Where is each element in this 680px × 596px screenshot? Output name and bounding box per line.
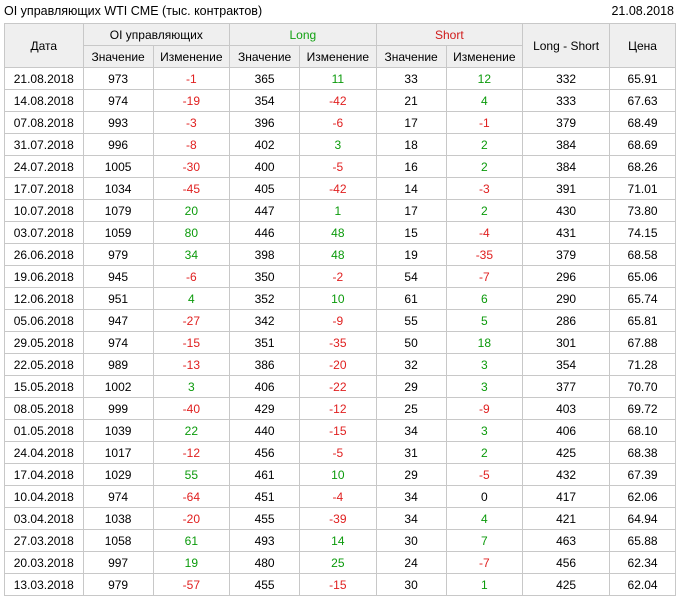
column-header-long-value[interactable]: Значение (230, 46, 300, 68)
table-body (5, 68, 676, 596)
table-row (5, 310, 676, 332)
cell-short-change: 1 (446, 574, 522, 596)
cell-long-value: 493 (230, 530, 300, 552)
cell-long-short: 463 (523, 530, 610, 552)
cell-oi-value: 1038 (83, 508, 153, 530)
table-row (5, 376, 676, 398)
table-row (5, 134, 676, 156)
cell-date: 27.03.2018 (5, 530, 84, 552)
cell-long-short: 432 (523, 464, 610, 486)
column-header-oi-change[interactable]: Изменение (153, 46, 229, 68)
cell-price: 65.81 (610, 310, 676, 332)
table-row (5, 200, 676, 222)
cell-oi-value: 951 (83, 288, 153, 310)
cell-oi-value: 999 (83, 398, 153, 420)
cell-long-change: 11 (300, 68, 376, 90)
cell-oi-change: -30 (153, 156, 229, 178)
cell-oi-value: 979 (83, 574, 153, 596)
table-row (5, 420, 676, 442)
cell-short-change: -35 (446, 244, 522, 266)
cell-long-short: 286 (523, 310, 610, 332)
cell-oi-change: -20 (153, 508, 229, 530)
cell-date: 17.04.2018 (5, 464, 84, 486)
cell-long-change: 10 (300, 464, 376, 486)
cell-long-value: 429 (230, 398, 300, 420)
table-row (5, 398, 676, 420)
table-row (5, 530, 676, 552)
cell-short-change: 3 (446, 354, 522, 376)
cell-price: 74.15 (610, 222, 676, 244)
cell-short-change: 6 (446, 288, 522, 310)
cell-oi-value: 1002 (83, 376, 153, 398)
cell-short-change: 5 (446, 310, 522, 332)
cell-long-value: 342 (230, 310, 300, 332)
cell-long-short: 391 (523, 178, 610, 200)
cell-oi-change: 19 (153, 552, 229, 574)
cell-short-change: -1 (446, 112, 522, 134)
cell-long-change: -5 (300, 156, 376, 178)
cell-price: 62.04 (610, 574, 676, 596)
cell-long-change: 25 (300, 552, 376, 574)
cell-price: 67.39 (610, 464, 676, 486)
cell-oi-value: 1079 (83, 200, 153, 222)
report-date: 21.08.2018 (611, 4, 674, 18)
cell-price: 67.63 (610, 90, 676, 112)
column-group-header-long: Long (230, 24, 377, 46)
column-header-short-change[interactable]: Изменение (446, 46, 522, 68)
table-row (5, 574, 676, 596)
cell-long-short: 430 (523, 200, 610, 222)
page-title: OI управляющих WTI CME (тыс. контрактов) (4, 4, 263, 18)
cell-long-value: 461 (230, 464, 300, 486)
cell-oi-change: 22 (153, 420, 229, 442)
table-row (5, 90, 676, 112)
cell-short-value: 16 (376, 156, 446, 178)
cell-long-short: 417 (523, 486, 610, 508)
cell-oi-change: -40 (153, 398, 229, 420)
cell-date: 24.04.2018 (5, 442, 84, 464)
cell-date: 22.05.2018 (5, 354, 84, 376)
cell-oi-value: 1058 (83, 530, 153, 552)
cell-long-value: 396 (230, 112, 300, 134)
cell-date: 12.06.2018 (5, 288, 84, 310)
cell-long-short: 421 (523, 508, 610, 530)
cell-oi-value: 973 (83, 68, 153, 90)
cell-long-short: 333 (523, 90, 610, 112)
cell-long-value: 446 (230, 222, 300, 244)
cell-oi-value: 1005 (83, 156, 153, 178)
cell-short-change: 2 (446, 156, 522, 178)
cell-short-value: 25 (376, 398, 446, 420)
cell-date: 14.08.2018 (5, 90, 84, 112)
cell-oi-value: 997 (83, 552, 153, 574)
cell-price: 65.91 (610, 68, 676, 90)
cell-long-short: 456 (523, 552, 610, 574)
cell-oi-change: -64 (153, 486, 229, 508)
oi-table (4, 23, 676, 596)
cell-long-change: -42 (300, 90, 376, 112)
cell-short-value: 34 (376, 486, 446, 508)
cell-oi-change: -1 (153, 68, 229, 90)
cell-short-change: 3 (446, 420, 522, 442)
cell-oi-value: 1034 (83, 178, 153, 200)
cell-price: 68.69 (610, 134, 676, 156)
cell-long-short: 425 (523, 574, 610, 596)
cell-date: 15.05.2018 (5, 376, 84, 398)
cell-oi-value: 947 (83, 310, 153, 332)
cell-short-value: 34 (376, 420, 446, 442)
cell-short-change: -4 (446, 222, 522, 244)
cell-short-change: 4 (446, 508, 522, 530)
cell-oi-change: 34 (153, 244, 229, 266)
cell-long-value: 351 (230, 332, 300, 354)
cell-price: 68.10 (610, 420, 676, 442)
cell-price: 68.58 (610, 244, 676, 266)
cell-oi-change: -12 (153, 442, 229, 464)
cell-long-change: 14 (300, 530, 376, 552)
cell-oi-change: -27 (153, 310, 229, 332)
cell-long-change: -9 (300, 310, 376, 332)
cell-short-change: 7 (446, 530, 522, 552)
cell-oi-value: 1059 (83, 222, 153, 244)
cell-price: 73.80 (610, 200, 676, 222)
cell-short-change: 12 (446, 68, 522, 90)
cell-short-value: 15 (376, 222, 446, 244)
table-row (5, 354, 676, 376)
cell-oi-change: 55 (153, 464, 229, 486)
cell-long-value: 400 (230, 156, 300, 178)
cell-price: 68.49 (610, 112, 676, 134)
cell-long-change: -35 (300, 332, 376, 354)
cell-price: 69.72 (610, 398, 676, 420)
cell-price: 68.26 (610, 156, 676, 178)
cell-short-value: 34 (376, 508, 446, 530)
table-group-header-row (5, 24, 676, 46)
cell-long-short: 431 (523, 222, 610, 244)
column-group-header-short: Short (376, 24, 523, 46)
cell-short-change: 2 (446, 200, 522, 222)
cell-long-value: 456 (230, 442, 300, 464)
cell-oi-value: 974 (83, 90, 153, 112)
cell-long-change: -12 (300, 398, 376, 420)
cell-oi-change: -57 (153, 574, 229, 596)
cell-oi-value: 1039 (83, 420, 153, 442)
cell-price: 64.94 (610, 508, 676, 530)
cell-short-value: 19 (376, 244, 446, 266)
cell-long-change: -2 (300, 266, 376, 288)
cell-date: 05.06.2018 (5, 310, 84, 332)
cell-price: 68.38 (610, 442, 676, 464)
cell-date: 19.06.2018 (5, 266, 84, 288)
cell-long-change: 3 (300, 134, 376, 156)
cell-long-value: 386 (230, 354, 300, 376)
cell-date: 03.07.2018 (5, 222, 84, 244)
cell-oi-value: 979 (83, 244, 153, 266)
cell-oi-value: 993 (83, 112, 153, 134)
cell-date: 21.08.2018 (5, 68, 84, 90)
column-header-long-short[interactable]: Long - Short (523, 24, 610, 68)
cell-long-value: 440 (230, 420, 300, 442)
cell-short-value: 33 (376, 68, 446, 90)
cell-date: 10.04.2018 (5, 486, 84, 508)
cell-long-change: -42 (300, 178, 376, 200)
cell-long-change: -15 (300, 420, 376, 442)
cell-long-change: -6 (300, 112, 376, 134)
table-head (5, 24, 676, 68)
table-row (5, 266, 676, 288)
table-row (5, 288, 676, 310)
cell-long-change: 48 (300, 222, 376, 244)
cell-long-short: 301 (523, 332, 610, 354)
cell-long-value: 354 (230, 90, 300, 112)
cell-short-change: 0 (446, 486, 522, 508)
column-header-date[interactable]: Дата (5, 24, 84, 68)
cell-price: 70.70 (610, 376, 676, 398)
cell-long-short: 403 (523, 398, 610, 420)
cell-oi-change: -19 (153, 90, 229, 112)
cell-oi-value: 996 (83, 134, 153, 156)
cell-long-change: 48 (300, 244, 376, 266)
cell-short-change: -5 (446, 464, 522, 486)
cell-long-short: 406 (523, 420, 610, 442)
cell-long-value: 402 (230, 134, 300, 156)
cell-long-value: 398 (230, 244, 300, 266)
cell-short-value: 18 (376, 134, 446, 156)
cell-price: 62.34 (610, 552, 676, 574)
cell-short-value: 55 (376, 310, 446, 332)
cell-short-value: 29 (376, 464, 446, 486)
cell-long-short: 384 (523, 134, 610, 156)
cell-long-value: 455 (230, 574, 300, 596)
cell-date: 17.07.2018 (5, 178, 84, 200)
cell-long-value: 365 (230, 68, 300, 90)
cell-price: 65.88 (610, 530, 676, 552)
cell-long-short: 332 (523, 68, 610, 90)
cell-date: 29.05.2018 (5, 332, 84, 354)
cell-price: 62.06 (610, 486, 676, 508)
table-row (5, 156, 676, 178)
titlebar (0, 0, 680, 23)
cell-short-change: 4 (446, 90, 522, 112)
column-header-oi-value[interactable]: Значение (83, 46, 153, 68)
cell-date: 31.07.2018 (5, 134, 84, 156)
table-row (5, 486, 676, 508)
cell-short-change: -7 (446, 266, 522, 288)
table-row (5, 442, 676, 464)
table-row (5, 464, 676, 486)
column-header-long-change[interactable]: Изменение (300, 46, 376, 68)
table-row (5, 222, 676, 244)
cell-long-short: 425 (523, 442, 610, 464)
cell-long-change: -39 (300, 508, 376, 530)
cell-short-value: 29 (376, 376, 446, 398)
cell-short-value: 17 (376, 200, 446, 222)
table-row (5, 508, 676, 530)
cell-date: 24.07.2018 (5, 156, 84, 178)
cell-long-short: 290 (523, 288, 610, 310)
cell-oi-value: 974 (83, 332, 153, 354)
cell-long-value: 455 (230, 508, 300, 530)
cell-price: 71.28 (610, 354, 676, 376)
cell-short-value: 24 (376, 552, 446, 574)
cell-long-change: -15 (300, 574, 376, 596)
table-row (5, 68, 676, 90)
column-header-short-value[interactable]: Значение (376, 46, 446, 68)
cell-short-change: -7 (446, 552, 522, 574)
cell-oi-change: -13 (153, 354, 229, 376)
cell-long-value: 447 (230, 200, 300, 222)
column-header-price[interactable]: Цена (610, 24, 676, 68)
cell-long-short: 379 (523, 244, 610, 266)
cell-long-value: 406 (230, 376, 300, 398)
cell-date: 07.08.2018 (5, 112, 84, 134)
cell-long-value: 350 (230, 266, 300, 288)
table-row (5, 178, 676, 200)
cell-short-value: 32 (376, 354, 446, 376)
cell-date: 20.03.2018 (5, 552, 84, 574)
cell-oi-change: 4 (153, 288, 229, 310)
cell-oi-change: 61 (153, 530, 229, 552)
cell-oi-change: 3 (153, 376, 229, 398)
cell-short-value: 30 (376, 530, 446, 552)
cell-oi-value: 974 (83, 486, 153, 508)
cell-short-change: -9 (446, 398, 522, 420)
cell-short-value: 50 (376, 332, 446, 354)
cell-long-change: 1 (300, 200, 376, 222)
cell-long-value: 405 (230, 178, 300, 200)
cell-oi-value: 945 (83, 266, 153, 288)
cell-short-change: -3 (446, 178, 522, 200)
cell-oi-change: 80 (153, 222, 229, 244)
cell-oi-change: -6 (153, 266, 229, 288)
table-row (5, 332, 676, 354)
cell-price: 65.74 (610, 288, 676, 310)
cell-oi-value: 1029 (83, 464, 153, 486)
table-row (5, 552, 676, 574)
cell-date: 10.07.2018 (5, 200, 84, 222)
cell-short-value: 14 (376, 178, 446, 200)
cell-short-change: 2 (446, 134, 522, 156)
cell-short-value: 21 (376, 90, 446, 112)
cell-long-short: 384 (523, 156, 610, 178)
cell-oi-change: -15 (153, 332, 229, 354)
cell-date: 01.05.2018 (5, 420, 84, 442)
cell-oi-change: -8 (153, 134, 229, 156)
cell-long-value: 352 (230, 288, 300, 310)
cell-short-value: 30 (376, 574, 446, 596)
cell-long-short: 379 (523, 112, 610, 134)
cell-short-change: 3 (446, 376, 522, 398)
cell-short-value: 17 (376, 112, 446, 134)
table-row (5, 112, 676, 134)
cell-long-change: 10 (300, 288, 376, 310)
cell-price: 65.06 (610, 266, 676, 288)
cell-long-short: 377 (523, 376, 610, 398)
cell-date: 13.03.2018 (5, 574, 84, 596)
cell-long-short: 354 (523, 354, 610, 376)
cell-short-value: 54 (376, 266, 446, 288)
table-row (5, 244, 676, 266)
cell-short-value: 61 (376, 288, 446, 310)
cell-price: 67.88 (610, 332, 676, 354)
cell-long-value: 451 (230, 486, 300, 508)
cell-oi-value: 1017 (83, 442, 153, 464)
cell-long-change: -20 (300, 354, 376, 376)
column-group-header-oi: OI управляющих (83, 24, 230, 46)
cell-short-change: 2 (446, 442, 522, 464)
cell-oi-change: 20 (153, 200, 229, 222)
cell-oi-change: -45 (153, 178, 229, 200)
cell-long-change: -22 (300, 376, 376, 398)
cell-date: 03.04.2018 (5, 508, 84, 530)
cell-date: 26.06.2018 (5, 244, 84, 266)
cell-date: 08.05.2018 (5, 398, 84, 420)
cell-long-change: -4 (300, 486, 376, 508)
cell-long-change: -5 (300, 442, 376, 464)
cell-oi-change: -3 (153, 112, 229, 134)
cell-long-short: 296 (523, 266, 610, 288)
cell-short-value: 31 (376, 442, 446, 464)
cell-short-change: 18 (446, 332, 522, 354)
cell-price: 71.01 (610, 178, 676, 200)
cell-oi-value: 989 (83, 354, 153, 376)
cell-long-value: 480 (230, 552, 300, 574)
